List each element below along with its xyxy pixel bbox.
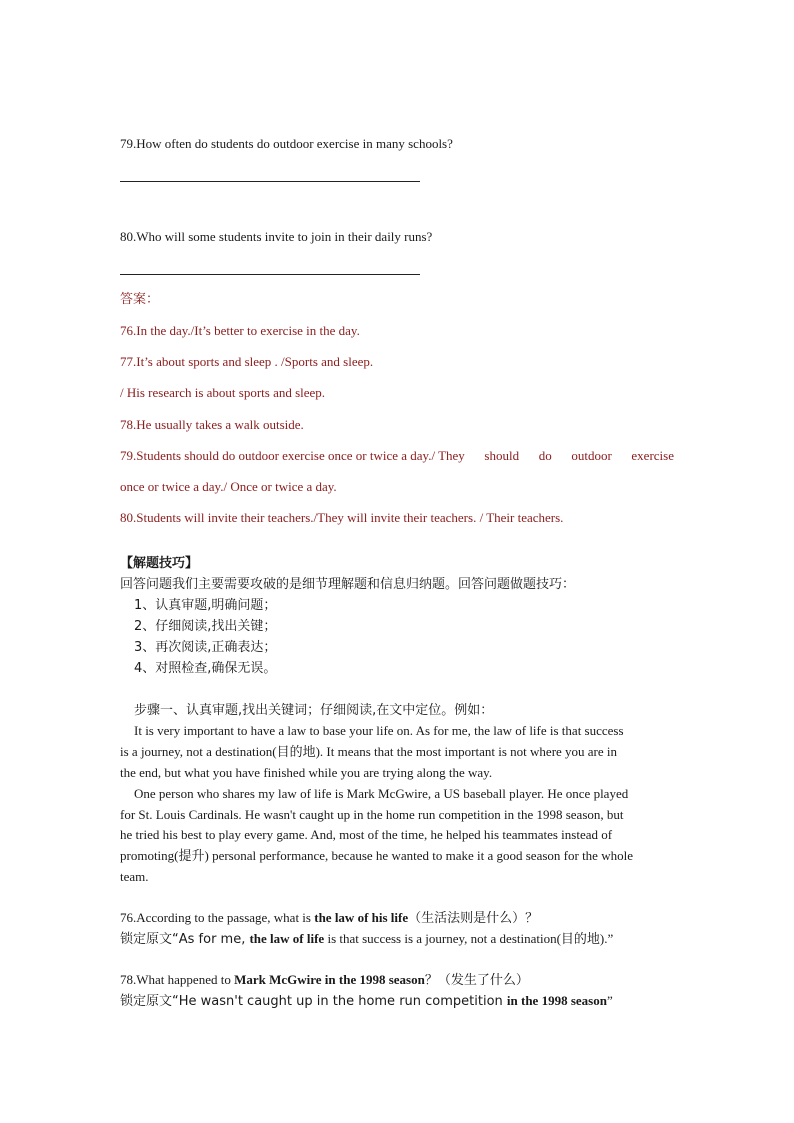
passage-line: the end, but what you have finished while you are trying along the way. xyxy=(120,765,493,780)
example-question-76 xyxy=(120,910,538,927)
passage-line: team. xyxy=(120,869,149,884)
example-locate-76 xyxy=(120,931,613,948)
example-keyword: Mark McGwire in the 1998 season xyxy=(234,972,425,987)
answers-label: 答案： xyxy=(120,292,160,307)
answer-79-part: exercise xyxy=(631,448,674,463)
answer-80: 80.Students will invite their teachers./They will invite their teachers. / Their teachers. xyxy=(120,510,564,525)
tips-step: 3、再次阅读,正确表达； xyxy=(134,640,277,655)
step1-instruction: 步骤一、认真审题,找出关键词；仔细阅读,在文中定位。例如： xyxy=(134,703,494,718)
answer-76: 76.In the day./It’s better to exercise in the day. xyxy=(120,323,360,338)
example-text: 78.What happened to xyxy=(120,972,235,987)
example-keyword: the law of his life xyxy=(314,910,409,925)
passage-line: for St. Louis Cardinals. He wasn't caught up in the home run competition in the 1998 season, but xyxy=(120,807,624,822)
example-question-78 xyxy=(120,972,529,989)
answer-79-part: should xyxy=(484,448,520,463)
answer-77: 77.It’s about sports and sleep . /Sports and sleep. xyxy=(120,354,374,369)
example-text: 锁定原文“He wasn't caught up in the home run competition xyxy=(120,994,507,1009)
tips-intro: 回答问题我们主要需要攻破的是细节理解题和信息归纳题。回答问题做题技巧： xyxy=(120,577,576,592)
example-text: ？（发生了什么） xyxy=(424,973,529,988)
answer-blank-80[interactable] xyxy=(120,274,420,275)
example-keyword: the law of life xyxy=(249,931,325,946)
passage-line: One person who shares my law of life is Mark McGwire, a US baseball player. He once played xyxy=(134,786,629,801)
example-text: 锁定原文“As for me, xyxy=(120,932,250,947)
tips-step: 4、对照检查,确保无误。 xyxy=(134,661,277,676)
passage-line: promoting(提升) personal performance, because he wanted to make it a good season for the whole xyxy=(120,848,633,863)
answer-79 xyxy=(120,448,674,464)
example-keyword: in the 1998 season xyxy=(506,993,607,1008)
example-text: （生活法则是什么）？ xyxy=(408,911,539,926)
answer-79-cont: once or twice a day./ Once or twice a day. xyxy=(120,479,337,494)
tips-heading: 【解题技巧】 xyxy=(120,556,199,571)
tips-step: 2、仔细阅读,找出关键； xyxy=(134,619,277,634)
answer-77-alt: / His research is about sports and sleep. xyxy=(120,385,326,400)
example-text: ” xyxy=(606,993,613,1008)
tips-step: 1、认真审题,明确问题； xyxy=(134,598,277,613)
example-text: 76.According to the passage, what is xyxy=(120,910,315,925)
answer-79-part: 79.Students should do outdoor exercise once or twice a day./ They xyxy=(120,448,465,463)
answer-79-part: outdoor xyxy=(571,448,612,463)
answer-79-part: do xyxy=(538,448,552,463)
answer-blank-79[interactable] xyxy=(120,181,420,182)
example-locate-78 xyxy=(120,993,613,1010)
answer-78: 78.He usually takes a walk outside. xyxy=(120,417,304,432)
passage-line: is a journey, not a destination(目的地). It means that the most important is not where you are in xyxy=(120,744,618,759)
passage-line: It is very important to have a law to base your life on. As for me, the law of life is that success xyxy=(134,723,624,738)
example-text: is that success is a journey, not a destination(目的地).” xyxy=(324,931,614,946)
passage-line: he tried his best to play every game. And, most of the time, he helped his teammates instead of xyxy=(120,827,613,842)
question-79: 79.How often do students do outdoor exercise in many schools? xyxy=(120,136,453,151)
question-80: 80.Who will some students invite to join in their daily runs? xyxy=(120,229,433,244)
